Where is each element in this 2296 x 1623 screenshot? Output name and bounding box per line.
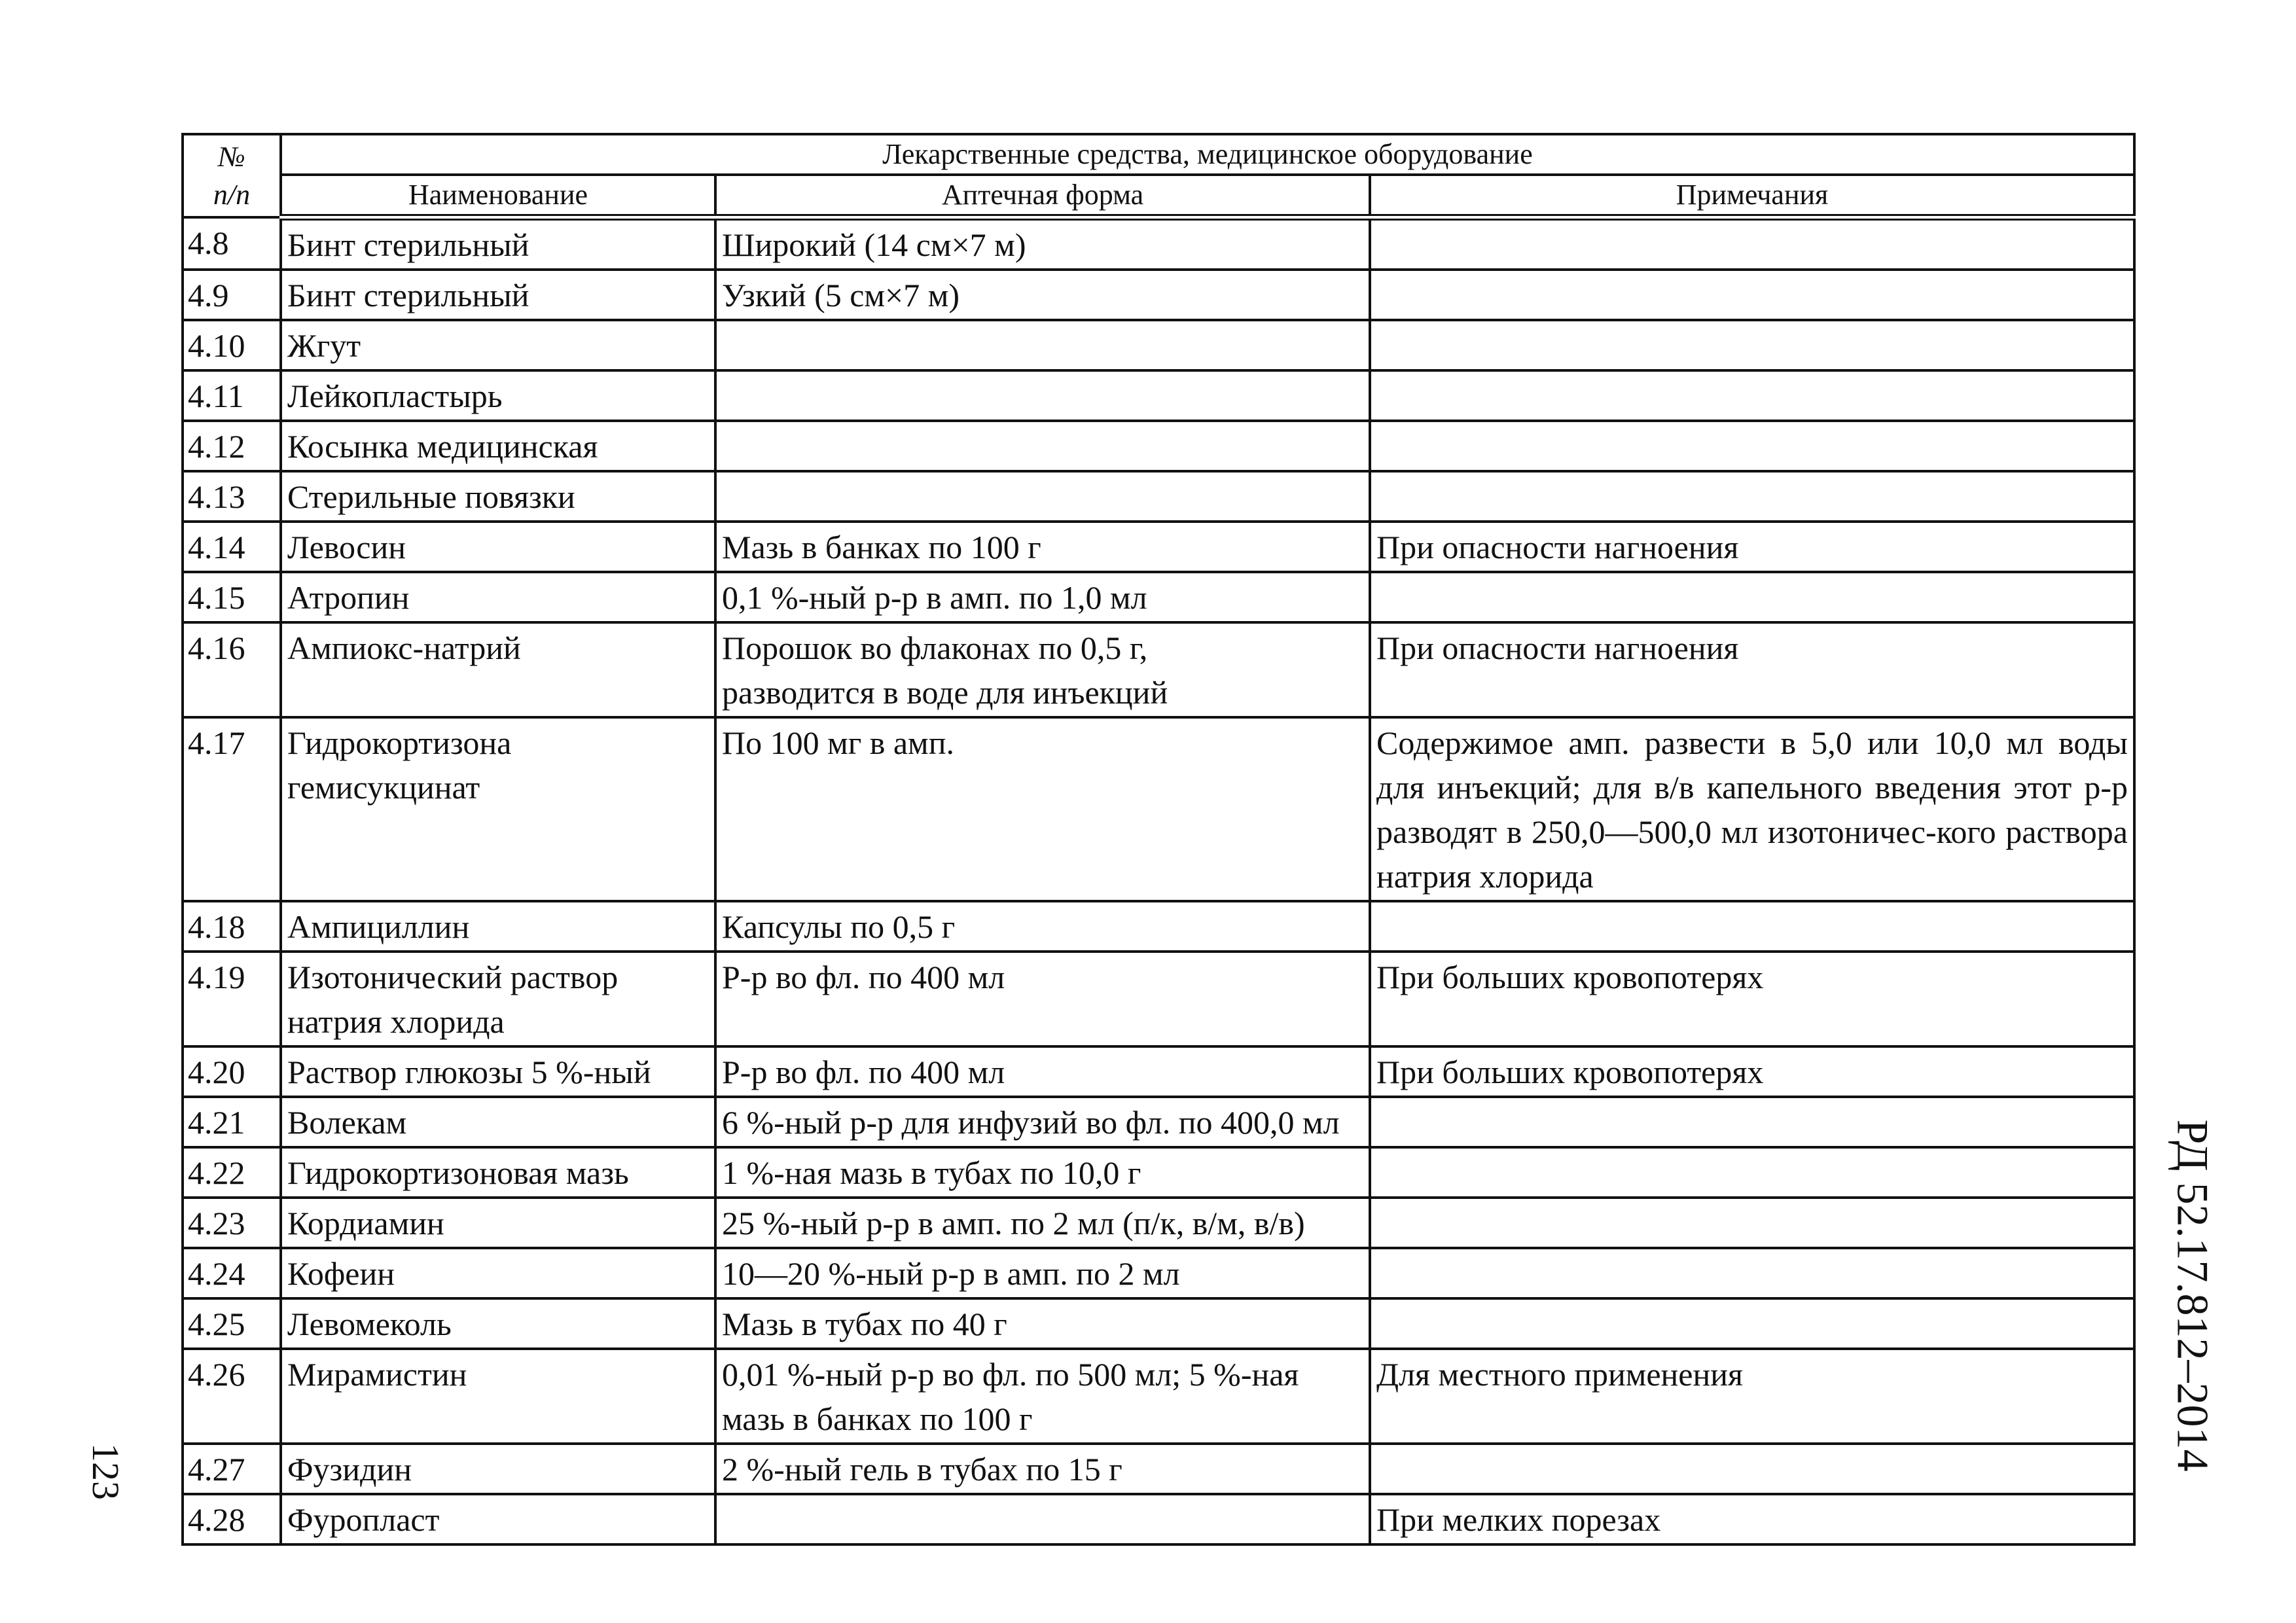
table-row — [183, 320, 2134, 370]
cell-note — [1370, 901, 2134, 952]
cell-form: 2 %-ный гель в тубах по 15 г — [715, 1444, 1370, 1494]
table-row — [183, 1097, 2134, 1147]
cell-note — [1370, 572, 2134, 622]
cell-form — [715, 320, 1370, 370]
cell-name: Косынка медицинская — [281, 421, 715, 471]
header-row-group — [183, 134, 2134, 175]
cell-number: 4.12 — [183, 421, 281, 471]
cell-name: Бинт стерильный — [281, 217, 715, 270]
table-row — [183, 952, 2134, 1046]
cell-number: 4.16 — [183, 622, 281, 717]
table-row — [183, 270, 2134, 320]
table-row — [183, 217, 2134, 270]
cell-form: Широкий (14 см×7 м) — [715, 217, 1370, 270]
cell-name: Атропин — [281, 572, 715, 622]
cell-name: Гидрокортизоновая мазь — [281, 1147, 715, 1198]
cell-note — [1370, 1147, 2134, 1198]
cell-name: Фуропласт — [281, 1494, 715, 1544]
column-group-title: Лекарственные средства, медицинское оборудование — [281, 134, 2134, 175]
cell-form — [715, 421, 1370, 471]
table-body — [183, 217, 2134, 1544]
table-row — [183, 1147, 2134, 1198]
cell-name: Кофеин — [281, 1248, 715, 1298]
cell-form: Порошок во флаконах по 0,5 г, разводится в воде для инъекций — [715, 622, 1370, 717]
cell-number: 4.22 — [183, 1147, 281, 1198]
table-row — [183, 1046, 2134, 1097]
cell-note — [1370, 217, 2134, 270]
document-page — [181, 133, 2133, 1546]
table-row — [183, 622, 2134, 717]
cell-form: 10—20 %-ный р-р в амп. по 2 мл — [715, 1248, 1370, 1298]
table-row — [183, 421, 2134, 471]
table-row — [183, 1349, 2134, 1444]
cell-form: 0,1 %-ный р-р в амп. по 1,0 мл — [715, 572, 1370, 622]
cell-name: Бинт стерильный — [281, 270, 715, 320]
cell-note: При опасности нагноения — [1370, 522, 2134, 572]
cell-form: По 100 мг в амп. — [715, 717, 1370, 901]
cell-number: 4.28 — [183, 1494, 281, 1544]
column-header-notes: Примечания — [1370, 175, 2134, 217]
cell-number: 4.26 — [183, 1349, 281, 1444]
cell-form: 6 %-ный р-р для инфузий во фл. по 400,0 мл — [715, 1097, 1370, 1147]
cell-note: При больших кровопотерях — [1370, 1046, 2134, 1097]
cell-form: Узкий (5 см×7 м) — [715, 270, 1370, 320]
cell-number: 4.14 — [183, 522, 281, 572]
cell-number: 4.18 — [183, 901, 281, 952]
cell-name: Фузидин — [281, 1444, 715, 1494]
cell-note — [1370, 1298, 2134, 1349]
cell-number: 4.25 — [183, 1298, 281, 1349]
table-row — [183, 572, 2134, 622]
cell-name: Ампициллин — [281, 901, 715, 952]
cell-number: 4.13 — [183, 471, 281, 522]
cell-form: Мазь в банках по 100 г — [715, 522, 1370, 572]
cell-number: 4.27 — [183, 1444, 281, 1494]
table-row — [183, 1444, 2134, 1494]
cell-note — [1370, 320, 2134, 370]
cell-name: Ампиокс-натрий — [281, 622, 715, 717]
column-header-name: Наименование — [281, 175, 715, 217]
cell-name: Раствор глюкозы 5 %-ный — [281, 1046, 715, 1097]
cell-name: Жгут — [281, 320, 715, 370]
cell-note: При больших кровопотерях — [1370, 952, 2134, 1046]
cell-note: При опасности нагноения — [1370, 622, 2134, 717]
cell-number: 4.23 — [183, 1198, 281, 1248]
cell-name: Стерильные повязки — [281, 471, 715, 522]
cell-name: Левосин — [281, 522, 715, 572]
table-row — [183, 1298, 2134, 1349]
cell-name: Лейкопластырь — [281, 370, 715, 421]
table-row — [183, 1248, 2134, 1298]
table-header — [183, 134, 2134, 217]
cell-form: Р-р во фл. по 400 мл — [715, 952, 1370, 1046]
table-row — [183, 1198, 2134, 1248]
cell-number: 4.20 — [183, 1046, 281, 1097]
medicines-table — [181, 133, 2136, 1546]
table-row — [183, 370, 2134, 421]
column-header-number: № п/п — [183, 134, 281, 217]
table-row — [183, 1494, 2134, 1544]
cell-form: Мазь в тубах по 40 г — [715, 1298, 1370, 1349]
cell-name: Левомеколь — [281, 1298, 715, 1349]
cell-note — [1370, 1097, 2134, 1147]
cell-form — [715, 471, 1370, 522]
table-row — [183, 717, 2134, 901]
cell-note: Для местного применения — [1370, 1349, 2134, 1444]
cell-form: 25 %-ный р-р в амп. по 2 мл (п/к, в/м, в/в) — [715, 1198, 1370, 1248]
cell-name: Гидрокортизона гемисукцинат — [281, 717, 715, 901]
cell-form: 1 %-ная мазь в тубах по 10,0 г — [715, 1147, 1370, 1198]
cell-note — [1370, 1248, 2134, 1298]
document-code: РД 52.17.812–2014 — [2168, 1119, 2218, 1472]
cell-form: Р-р во фл. по 400 мл — [715, 1046, 1370, 1097]
cell-number: 4.10 — [183, 320, 281, 370]
cell-name: Волекам — [281, 1097, 715, 1147]
cell-number: 4.19 — [183, 952, 281, 1046]
cell-form: 0,01 %-ный р-р во фл. по 500 мл; 5 %-ная мазь в банках по 100 г — [715, 1349, 1370, 1444]
cell-form — [715, 370, 1370, 421]
cell-note — [1370, 1444, 2134, 1494]
cell-note — [1370, 1198, 2134, 1248]
table-row — [183, 522, 2134, 572]
cell-note — [1370, 421, 2134, 471]
header-row-columns — [183, 175, 2134, 217]
cell-number: 4.21 — [183, 1097, 281, 1147]
cell-number: 4.11 — [183, 370, 281, 421]
page-number: 123 — [84, 1443, 127, 1500]
cell-name: Мирамистин — [281, 1349, 715, 1444]
cell-number: 4.17 — [183, 717, 281, 901]
cell-number: 4.15 — [183, 572, 281, 622]
cell-name: Кордиамин — [281, 1198, 715, 1248]
cell-number: 4.9 — [183, 270, 281, 320]
table-row — [183, 471, 2134, 522]
column-header-form: Аптечная форма — [715, 175, 1370, 217]
cell-note — [1370, 471, 2134, 522]
cell-form: Капсулы по 0,5 г — [715, 901, 1370, 952]
cell-note — [1370, 370, 2134, 421]
cell-number: 4.8 — [183, 217, 281, 270]
table-row — [183, 901, 2134, 952]
cell-name: Изотонический раствор натрия хлорида — [281, 952, 715, 1046]
cell-note: При мелких порезах — [1370, 1494, 2134, 1544]
cell-note: Содержимое амп. развести в 5,0 или 10,0 мл воды для инъекций; для в/в капельного введения этот р-р разводят в 250,0—500,0 мл изотоничес-кого раствора натрия хлорида — [1370, 717, 2134, 901]
cell-number: 4.24 — [183, 1248, 281, 1298]
cell-form — [715, 1494, 1370, 1544]
cell-note — [1370, 270, 2134, 320]
